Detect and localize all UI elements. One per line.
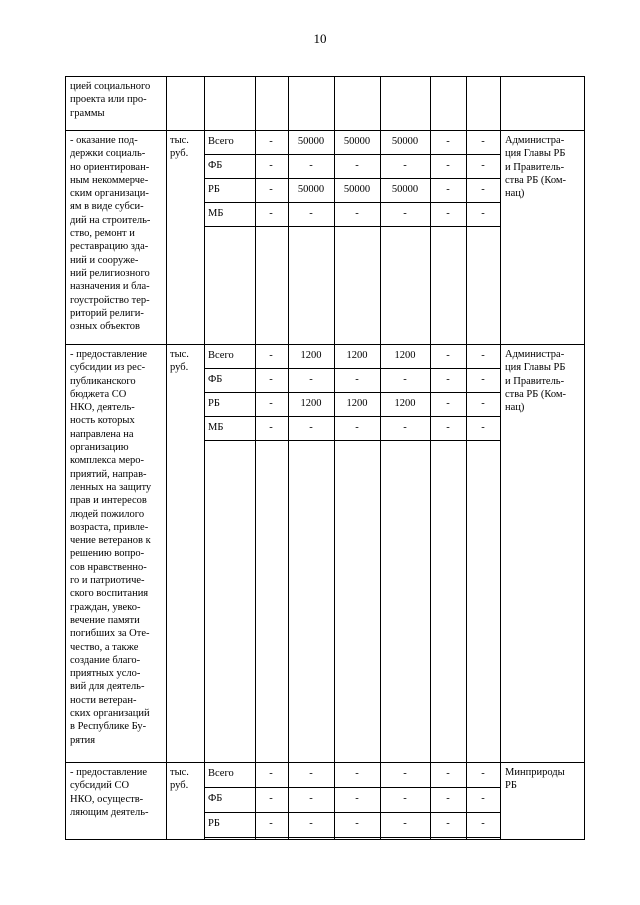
budget-value: - <box>269 793 273 804</box>
budget-value: - <box>481 818 485 829</box>
table-rule <box>204 440 501 441</box>
table-rule <box>65 762 585 763</box>
budget-source-label: Всего <box>208 136 234 147</box>
budget-value: - <box>446 422 450 433</box>
budget-value: - <box>309 422 313 433</box>
row-description: - предоставление субсидии из рес- публиканского бюджета СО НКО, деятель- ность которых направлена на организацию комплекса меро- приятий, направ- ленных на защиту прав и интересов людей пожилого возраста, привле- чение ветеранов к решению вопро- сов нравственно- го и патриотиче- ского воспитания граждан, увеко- вечение памяти погибших за Оте- чество, а также создание благо- приятных усло- вий для деятель- ности ветеран- ских организаций в Республике Бу- рятия <box>70 349 152 746</box>
budget-value: - <box>309 768 313 779</box>
budget-value: - <box>309 818 313 829</box>
page-number: 10 <box>313 31 327 46</box>
budget-value: 50000 <box>297 184 325 195</box>
budget-value: - <box>269 768 273 779</box>
budget-value: - <box>446 818 450 829</box>
budget-value: - <box>403 374 407 385</box>
row-description: - оказание под- держки социаль- но ориентирован- ным некоммерче- ским организаци- ям в виде субси- дий на строитель- ство, ремонт и реставрацию зда- ний и сооруже- ний религиозного назначения и бла- гоустройство тер- риторий религи- озных объектов <box>70 135 151 333</box>
budget-value: - <box>403 208 407 219</box>
table-rule <box>204 178 501 179</box>
budget-value: - <box>481 184 485 195</box>
table-rule <box>204 76 205 840</box>
budget-value: - <box>269 374 273 385</box>
budget-value: 50000 <box>343 136 371 147</box>
table-rule <box>204 202 501 203</box>
budget-value: - <box>446 208 450 219</box>
table-rule <box>204 392 501 393</box>
budget-value: 1200 <box>346 398 368 409</box>
budget-value: - <box>269 350 273 361</box>
budget-source-label: Всего <box>208 350 234 361</box>
executor-label: Администра- ция Главы РБ и Правитель- ства РБ (Ком- нац) <box>505 349 567 414</box>
budget-value: - <box>481 374 485 385</box>
table-rule <box>204 812 501 813</box>
budget-value: 1200 <box>394 398 416 409</box>
budget-value: - <box>446 793 450 804</box>
budget-source-label: ФБ <box>208 374 223 385</box>
budget-value: 1200 <box>394 350 416 361</box>
budget-value: - <box>481 422 485 433</box>
row-description: цией социального проекта или про- граммы <box>70 81 151 119</box>
budget-source-label: МБ <box>208 208 224 219</box>
budget-value: 50000 <box>391 184 419 195</box>
budget-value: - <box>481 350 485 361</box>
table-rule <box>204 787 501 788</box>
budget-value: - <box>355 208 359 219</box>
budget-value: - <box>403 422 407 433</box>
budget-value: - <box>269 208 273 219</box>
table-rule <box>204 837 501 838</box>
budget-value: - <box>355 768 359 779</box>
budget-source-label: Всего <box>208 768 234 779</box>
budget-value: - <box>309 374 313 385</box>
budget-source-label: РБ <box>208 398 220 409</box>
budget-source-label: РБ <box>208 184 220 195</box>
table-rule <box>204 368 501 369</box>
budget-value: - <box>309 160 313 171</box>
budget-value: - <box>269 160 273 171</box>
table-rule <box>65 76 585 77</box>
table-rule <box>65 130 585 131</box>
budget-value: - <box>355 818 359 829</box>
budget-value: - <box>481 136 485 147</box>
table-rule <box>65 839 585 840</box>
budget-source-label: РБ <box>208 818 220 829</box>
budget-value: - <box>446 160 450 171</box>
budget-value: - <box>446 768 450 779</box>
table-rule <box>166 76 167 840</box>
table-rule <box>204 416 501 417</box>
budget-value: - <box>446 184 450 195</box>
budget-value: - <box>269 422 273 433</box>
budget-value: - <box>481 768 485 779</box>
budget-source-label: ФБ <box>208 160 223 171</box>
budget-value: 50000 <box>343 184 371 195</box>
budget-value: - <box>355 793 359 804</box>
budget-value: - <box>269 184 273 195</box>
budget-value: 1200 <box>346 350 368 361</box>
budget-value: 50000 <box>297 136 325 147</box>
unit-label: тыс. руб. <box>170 135 189 160</box>
budget-value: - <box>403 768 407 779</box>
executor-label: Администра- ция Главы РБ и Правитель- ства РБ (Ком- нац) <box>505 135 567 200</box>
budget-value: - <box>355 160 359 171</box>
budget-value: - <box>446 398 450 409</box>
budget-value: 50000 <box>391 136 419 147</box>
budget-value: 1200 <box>300 350 322 361</box>
budget-source-label: ФБ <box>208 793 223 804</box>
table-rule <box>204 154 501 155</box>
unit-label: тыс. руб. <box>170 767 189 792</box>
budget-value: - <box>309 793 313 804</box>
budget-value: - <box>269 136 273 147</box>
table-rule <box>65 344 585 345</box>
budget-value: - <box>481 793 485 804</box>
executor-label: Минприроды РБ <box>505 767 565 792</box>
budget-value: - <box>355 374 359 385</box>
row-description: - предоставление субсидий СО НКО, осуществ- ляющим деятель- <box>70 767 149 818</box>
budget-value: 1200 <box>300 398 322 409</box>
table-rule <box>65 76 66 840</box>
budget-value: - <box>481 208 485 219</box>
budget-value: - <box>446 136 450 147</box>
budget-value: - <box>446 374 450 385</box>
budget-value: - <box>309 208 313 219</box>
budget-value: - <box>355 422 359 433</box>
budget-value: - <box>269 398 273 409</box>
table-rule <box>380 76 381 840</box>
budget-source-label: МБ <box>208 422 224 433</box>
budget-value: - <box>403 818 407 829</box>
unit-label: тыс. руб. <box>170 349 189 374</box>
budget-value: - <box>446 350 450 361</box>
budget-value: - <box>481 160 485 171</box>
budget-value: - <box>269 818 273 829</box>
budget-value: - <box>403 160 407 171</box>
budget-value: - <box>403 793 407 804</box>
table-rule <box>204 226 501 227</box>
budget-value: - <box>481 398 485 409</box>
